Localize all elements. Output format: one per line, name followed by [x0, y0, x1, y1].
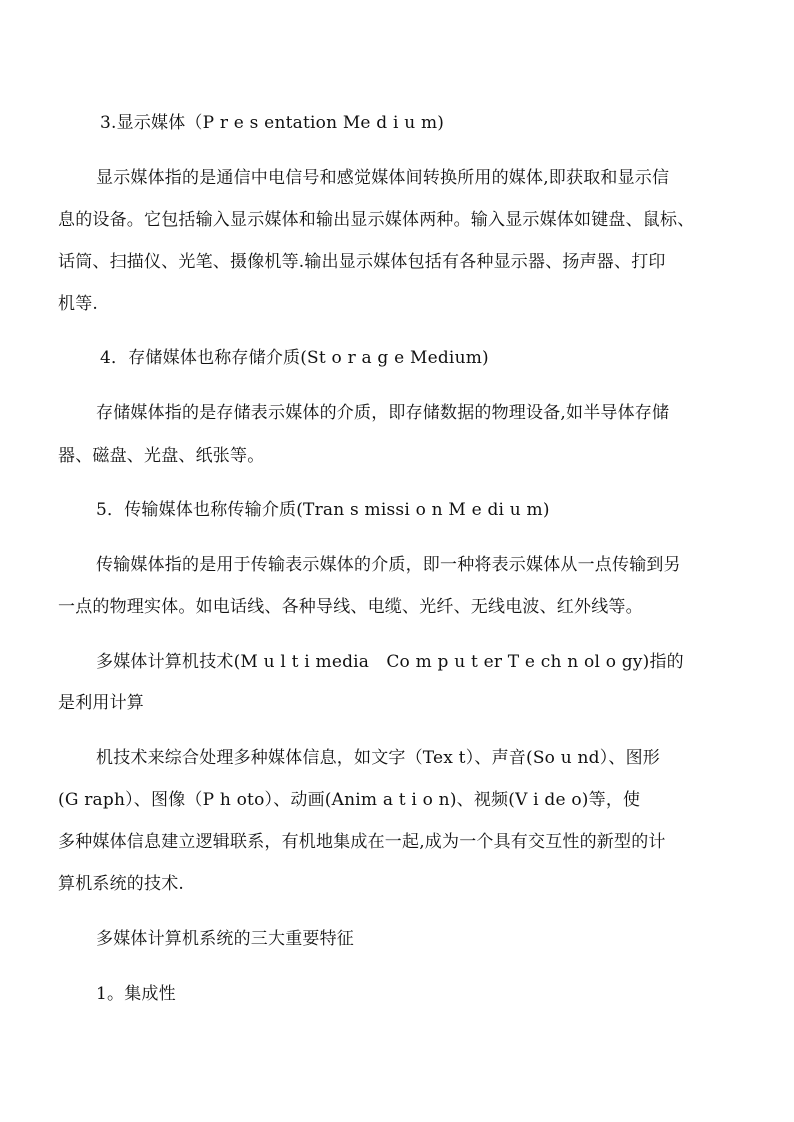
paragraph-line: 息的设备。它包括输入显示媒体和输出显示媒体两种。输入显示媒体如键盘、鼠标、 — [58, 210, 695, 230]
paragraph-line: (G raph）、图像（P h oto）、动画(Anim a t i o n)、视频(V i de o)等，使 — [58, 790, 641, 810]
paragraph-line: 显示媒体指的是通信中电信号和感觉媒体间转换所用的媒体,即获取和显示信 — [96, 168, 670, 188]
section-heading-key-features: 多媒体计算机系统的三大重要特征 — [96, 929, 354, 949]
paragraph-line: 一点的物理实体。如电话线、各种导线、电缆、光纤、无线电波、红外线等。 — [58, 597, 643, 617]
paragraph-line: 多媒体计算机技术(M u l t i media Co m p u t er T e ch n ol o gy)指的 — [96, 652, 684, 672]
section-heading-storage-medium: 4．存储媒体也称存储介质(St o r a g e Medium) — [100, 348, 489, 368]
section-heading-transmission-medium: 5．传输媒体也称传输介质(Tran s missi o n M e di u m) — [96, 500, 550, 520]
paragraph-line: 机等. — [58, 294, 99, 314]
paragraph-line: 话筒、扫描仪、光笔、摄像机等.输出显示媒体包括有各种显示器、扬声器、打印 — [58, 252, 666, 272]
paragraph-line: 传输媒体指的是用于传输表示媒体的介质，即一种将表示媒体从一点传输到另 — [96, 555, 681, 575]
paragraph-line: 算机系统的技术. — [58, 874, 185, 894]
paragraph-line: 多种媒体信息建立逻辑联系，有机地集成在一起,成为一个具有交互性的新型的计 — [58, 832, 666, 852]
paragraph-line: 器、磁盘、光盘、纸张等。 — [58, 446, 265, 466]
paragraph-line: 是利用计算 — [58, 693, 144, 713]
paragraph-line: 存储媒体指的是存储表示媒体的介质，即存储数据的物理设备,如半导体存储 — [96, 403, 670, 423]
feature-item-integration: 1。集成性 — [96, 984, 176, 1004]
section-heading-presentation-medium: 3.显示媒体（P r e s entation Me d i u m) — [100, 113, 445, 133]
paragraph-line: 机技术来综合处理多种媒体信息，如文字（Tex t）、声音(So u nd）、图形 — [96, 748, 661, 768]
